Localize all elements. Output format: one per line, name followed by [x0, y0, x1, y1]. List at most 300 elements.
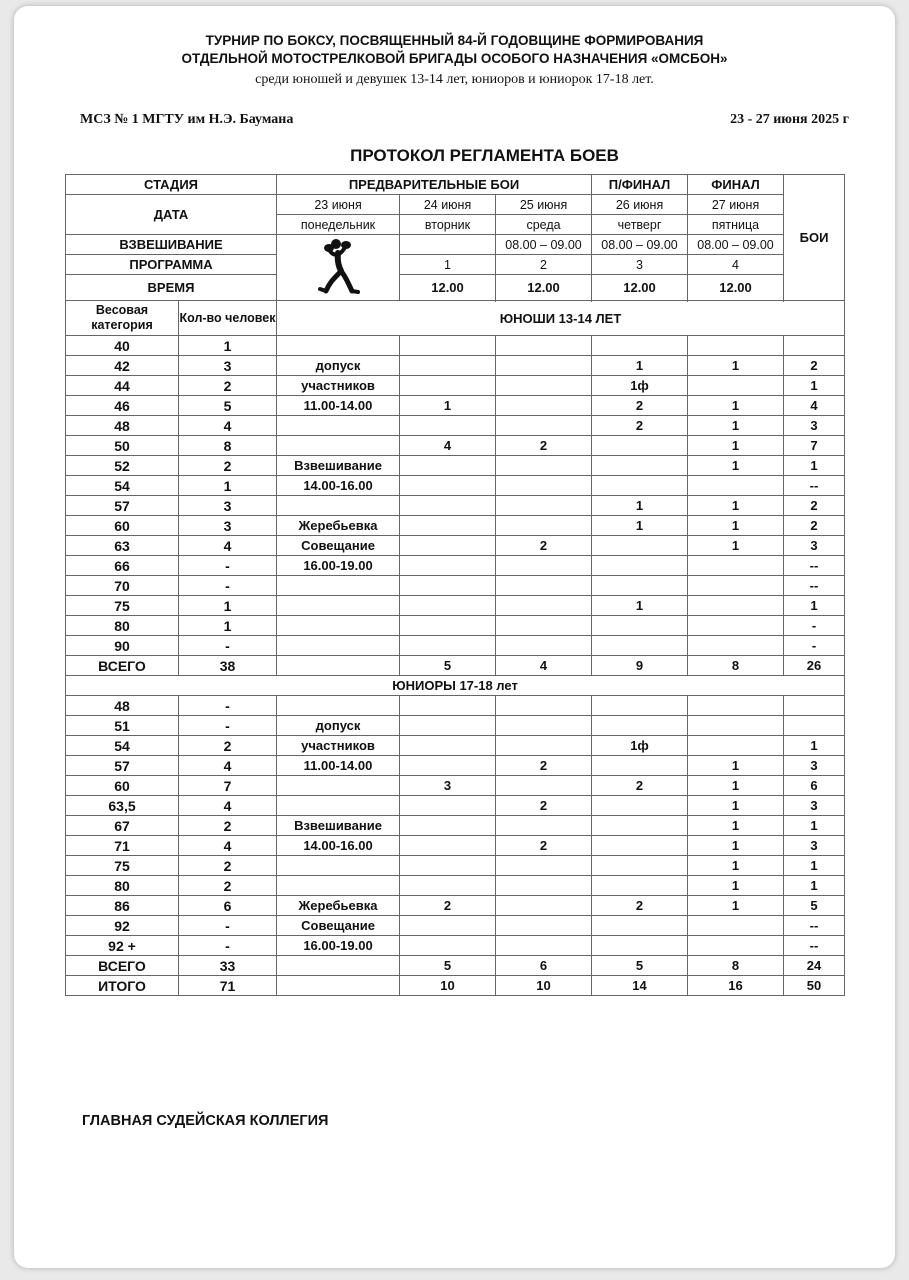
- weekday: вторник: [400, 215, 496, 235]
- notes-cell: [277, 696, 400, 716]
- participant-count: 2: [179, 816, 277, 836]
- protocol-title: ПРОТОКОЛ РЕГЛАМЕНТА БОЕВ: [350, 146, 619, 165]
- total-fights: 1: [784, 736, 845, 756]
- boxer-pictogram-icon: [308, 235, 368, 297]
- day-24-fights: [400, 796, 496, 816]
- day-25-fights: [496, 596, 592, 616]
- day-25-fights: 2: [496, 536, 592, 556]
- notes-cell: [277, 496, 400, 516]
- day-date: 26 июня: [592, 195, 688, 215]
- weight-category: 70: [66, 576, 179, 596]
- day-date: 25 июня: [496, 195, 592, 215]
- day-25-fights: 2: [496, 436, 592, 456]
- participant-count: 1: [179, 336, 277, 356]
- start-time: 12.00: [688, 275, 784, 301]
- semifinal-label: П/ФИНАЛ: [592, 175, 688, 195]
- total-fights: 24: [784, 956, 845, 976]
- day-24-fights: [400, 476, 496, 496]
- weight-category: 48: [66, 416, 179, 436]
- final-fights: [688, 696, 784, 716]
- final-fights: [688, 616, 784, 636]
- day-25-fights: [496, 616, 592, 636]
- weight-category: 67: [66, 816, 179, 836]
- participant-count: 4: [179, 536, 277, 556]
- final-fights: [688, 336, 784, 356]
- weight-category: 66: [66, 556, 179, 576]
- final-fights: [688, 936, 784, 956]
- participant-count: -: [179, 556, 277, 576]
- day-25-fights: [496, 916, 592, 936]
- juniors-section-title: ЮНОШИ 13-14 ЛЕТ: [277, 301, 845, 336]
- day-24-fights: 4: [400, 436, 496, 456]
- notes-cell: участников: [277, 376, 400, 396]
- day-25-fights: [496, 936, 592, 956]
- participant-count: 5: [179, 396, 277, 416]
- final-fights: [688, 596, 784, 616]
- notes-cell: 11.00-14.00: [277, 756, 400, 776]
- notes-cell: [277, 636, 400, 656]
- table-row: [66, 376, 845, 396]
- day-25-fights: [496, 636, 592, 656]
- stage-row: [66, 175, 845, 195]
- semifinal-fights: [592, 436, 688, 456]
- participant-count: -: [179, 716, 277, 736]
- day-25-fights: [496, 776, 592, 796]
- day-24-fights: 3: [400, 776, 496, 796]
- semifinal-fights: 14: [592, 976, 688, 996]
- semifinal-fights: 2: [592, 896, 688, 916]
- start-time: 12.00: [592, 275, 688, 301]
- semifinal-fights: 2: [592, 416, 688, 436]
- weight-category-header: Весовая категория: [66, 301, 179, 336]
- day-date: 23 июня: [277, 195, 400, 215]
- table-row: [66, 916, 845, 936]
- notes-cell: Совещание: [277, 536, 400, 556]
- day-24-fights: 10: [400, 976, 496, 996]
- total-fights: 3: [784, 536, 845, 556]
- table-row: [66, 416, 845, 436]
- semifinal-fights: [592, 876, 688, 896]
- total-fights: 1: [784, 856, 845, 876]
- notes-cell: [277, 336, 400, 356]
- semifinal-fights: 2: [592, 396, 688, 416]
- notes-cell: 16.00-19.00: [277, 556, 400, 576]
- semifinal-fights: [592, 456, 688, 476]
- semifinal-fights: [592, 576, 688, 596]
- weekday: среда: [496, 215, 592, 235]
- notes-cell: [277, 436, 400, 456]
- date-row: [66, 195, 845, 215]
- semifinal-fights: [592, 536, 688, 556]
- count-header: Кол-во человек: [179, 301, 277, 336]
- table-row: [66, 736, 845, 756]
- participant-count: -: [179, 696, 277, 716]
- final-fights: 1: [688, 816, 784, 836]
- participant-count: 2: [179, 856, 277, 876]
- total-fights: 3: [784, 796, 845, 816]
- weight-category: 54: [66, 736, 179, 756]
- weight-category: 92: [66, 916, 179, 936]
- day-24-fights: [400, 596, 496, 616]
- day-date: 24 июня: [400, 195, 496, 215]
- day-24-fights: [400, 716, 496, 736]
- semifinal-fights: [592, 936, 688, 956]
- semifinal-fights: [592, 836, 688, 856]
- program-label: ПРОГРАММА: [66, 255, 277, 275]
- participant-count: 3: [179, 516, 277, 536]
- participant-count: 6: [179, 896, 277, 916]
- participant-count: -: [179, 636, 277, 656]
- prelim-label: ПРЕДВАРИТЕЛЬНЫЕ БОИ: [277, 175, 592, 195]
- notes-cell: 16.00-19.00: [277, 936, 400, 956]
- table-row: [66, 496, 845, 516]
- semifinal-fights: 2: [592, 776, 688, 796]
- day-24-fights: [400, 356, 496, 376]
- total-fights: [784, 696, 845, 716]
- total-fights: 6: [784, 776, 845, 796]
- day-25-fights: [496, 476, 592, 496]
- final-fights: [688, 716, 784, 736]
- table-row: [66, 576, 845, 596]
- day-25-fights: [496, 376, 592, 396]
- tournament-title-line1: ТУРНИР ПО БОКСУ, ПОСВЯЩЕННЫЙ 84-Й ГОДОВЩИНЕ ФОРМИРОВАНИЯ: [205, 33, 704, 48]
- participant-count: 33: [179, 956, 277, 976]
- notes-cell: [277, 576, 400, 596]
- notes-cell: [277, 416, 400, 436]
- final-fights: 1: [688, 356, 784, 376]
- table-row: [66, 776, 845, 796]
- notes-cell: [277, 596, 400, 616]
- day-24-fights: 1: [400, 396, 496, 416]
- participant-count: 4: [179, 756, 277, 776]
- total-fights: 1: [784, 376, 845, 396]
- table-row: [66, 836, 845, 856]
- participant-count: 4: [179, 836, 277, 856]
- day-25-fights: [496, 876, 592, 896]
- final-fights: [688, 736, 784, 756]
- weight-category: 80: [66, 616, 179, 636]
- weighin-time: 08.00 – 09.00: [688, 235, 784, 255]
- final-fights: [688, 476, 784, 496]
- final-fights: 1: [688, 416, 784, 436]
- time-row: [66, 275, 845, 301]
- day-25-fights: 2: [496, 756, 592, 776]
- day-24-fights: [400, 536, 496, 556]
- table-row: [66, 876, 845, 896]
- participant-count: 4: [179, 796, 277, 816]
- day-25-fights: 10: [496, 976, 592, 996]
- table-row: [66, 636, 845, 656]
- schedule-table: [65, 174, 845, 996]
- total-fights: 1: [784, 596, 845, 616]
- day-24-fights: [400, 836, 496, 856]
- tournament-dates: 23 - 27 июня 2025 г: [730, 112, 849, 127]
- weighin-label: ВЗВЕШИВАНИЕ: [66, 235, 277, 255]
- notes-cell: участников: [277, 736, 400, 756]
- day-24-fights: [400, 756, 496, 776]
- day-24-fights: [400, 556, 496, 576]
- venue: МСЗ № 1 МГТУ им Н.Э. Баумана: [80, 112, 294, 127]
- weight-category: ВСЕГО: [66, 656, 179, 676]
- program-row: [66, 255, 845, 275]
- day-24-fights: 5: [400, 656, 496, 676]
- final-fights: [688, 376, 784, 396]
- final-fights: 8: [688, 656, 784, 676]
- semifinal-fights: [592, 856, 688, 876]
- semifinal-fights: [592, 716, 688, 736]
- stage-label: СТАДИЯ: [66, 175, 277, 195]
- semifinal-fights: 1ф: [592, 376, 688, 396]
- semifinal-fights: 1: [592, 496, 688, 516]
- day-24-fights: [400, 856, 496, 876]
- start-time: 12.00: [496, 275, 592, 301]
- participant-count: 2: [179, 376, 277, 396]
- weekday: пятница: [688, 215, 784, 235]
- semifinal-fights: [592, 696, 688, 716]
- final-fights: 1: [688, 896, 784, 916]
- weight-category: 52: [66, 456, 179, 476]
- day-24-fights: [400, 616, 496, 636]
- participant-count: 1: [179, 616, 277, 636]
- notes-cell: [277, 856, 400, 876]
- total-fights: 2: [784, 496, 845, 516]
- semifinal-fights: [592, 756, 688, 776]
- weight-category: 63,5: [66, 796, 179, 816]
- weight-category: 46: [66, 396, 179, 416]
- seniors-total-row: [66, 956, 845, 976]
- table-row: [66, 796, 845, 816]
- day-25-fights: [496, 576, 592, 596]
- total-fights: 3: [784, 836, 845, 856]
- final-fights: [688, 636, 784, 656]
- table-row: [66, 436, 845, 456]
- day-24-fights: [400, 456, 496, 476]
- weight-category: 42: [66, 356, 179, 376]
- weight-category: 90: [66, 636, 179, 656]
- notes-cell: [277, 796, 400, 816]
- semifinal-fights: 5: [592, 956, 688, 976]
- day-24-fights: 2: [400, 896, 496, 916]
- total-fights: --: [784, 916, 845, 936]
- table-row: [66, 616, 845, 636]
- total-fights: [784, 716, 845, 736]
- participant-count: 2: [179, 736, 277, 756]
- notes-cell: Жеребьевка: [277, 896, 400, 916]
- notes-cell: [277, 956, 400, 976]
- final-fights: 1: [688, 436, 784, 456]
- final-fights: 1: [688, 456, 784, 476]
- table-row: [66, 816, 845, 836]
- weight-category: 63: [66, 536, 179, 556]
- semifinal-fights: 1: [592, 356, 688, 376]
- day-24-fights: [400, 416, 496, 436]
- date-label: ДАТА: [66, 195, 277, 235]
- table-row: [66, 936, 845, 956]
- total-fights: 4: [784, 396, 845, 416]
- tournament-title-line2: ОТДЕЛЬНОЙ МОТОСТРЕЛКОВОЙ БРИГАДЫ ОСОБОГО НАЗНАЧЕНИЯ «ОМСБОН»: [181, 51, 728, 66]
- weight-category: 80: [66, 876, 179, 896]
- weight-category: 40: [66, 336, 179, 356]
- total-fights: 1: [784, 456, 845, 476]
- table-row: [66, 856, 845, 876]
- day-24-fights: [400, 516, 496, 536]
- semifinal-fights: [592, 816, 688, 836]
- weight-category: 92 +: [66, 936, 179, 956]
- total-fights: 1: [784, 816, 845, 836]
- table-row: [66, 396, 845, 416]
- time-label: ВРЕМЯ: [66, 275, 277, 301]
- table-row: [66, 536, 845, 556]
- notes-cell: [277, 976, 400, 996]
- total-fights: 26: [784, 656, 845, 676]
- weight-category: 71: [66, 836, 179, 856]
- participant-count: -: [179, 936, 277, 956]
- day-25-fights: [496, 396, 592, 416]
- semifinal-fights: 1: [592, 596, 688, 616]
- weight-category: 60: [66, 516, 179, 536]
- grand-total-row: [66, 976, 845, 996]
- day-24-fights: [400, 736, 496, 756]
- table-row: [66, 336, 845, 356]
- day-25-fights: [496, 516, 592, 536]
- final-fights: 1: [688, 496, 784, 516]
- final-fights: [688, 556, 784, 576]
- seniors-section-title: ЮНИОРЫ 17-18 лет: [66, 676, 845, 696]
- final-label: ФИНАЛ: [688, 175, 784, 195]
- semifinal-fights: [592, 556, 688, 576]
- weight-category: ВСЕГО: [66, 956, 179, 976]
- notes-cell: допуск: [277, 716, 400, 736]
- table-row: [66, 596, 845, 616]
- participant-count: 1: [179, 596, 277, 616]
- participant-count: 4: [179, 416, 277, 436]
- weight-category: 44: [66, 376, 179, 396]
- weight-category: 50: [66, 436, 179, 456]
- weight-category: 75: [66, 856, 179, 876]
- day-25-fights: [496, 736, 592, 756]
- weight-category: 57: [66, 756, 179, 776]
- day-25-fights: [496, 696, 592, 716]
- day-25-fights: [496, 716, 592, 736]
- weight-category: 57: [66, 496, 179, 516]
- day-25-fights: [496, 816, 592, 836]
- notes-cell: [277, 776, 400, 796]
- weight-category: 86: [66, 896, 179, 916]
- program-number: 2: [496, 255, 592, 275]
- final-fights: [688, 916, 784, 936]
- final-fights: 1: [688, 856, 784, 876]
- day-25-fights: [496, 496, 592, 516]
- notes-cell: Жеребьевка: [277, 516, 400, 536]
- program-number: 4: [688, 255, 784, 275]
- day-24-fights: [400, 376, 496, 396]
- day-24-fights: [400, 696, 496, 716]
- final-fights: 1: [688, 396, 784, 416]
- notes-cell: Совещание: [277, 916, 400, 936]
- participant-count: 2: [179, 876, 277, 896]
- final-fights: 1: [688, 516, 784, 536]
- table-row: [66, 896, 845, 916]
- weight-category: 54: [66, 476, 179, 496]
- table-row: [66, 756, 845, 776]
- semifinal-fights: 1: [592, 516, 688, 536]
- weight-category: 48: [66, 696, 179, 716]
- day-25-fights: [496, 356, 592, 376]
- final-fights: 1: [688, 796, 784, 816]
- total-fights: 5: [784, 896, 845, 916]
- day-24-fights: [400, 576, 496, 596]
- seniors-section-row: [66, 676, 845, 696]
- weighin-row: [66, 235, 845, 255]
- logo-cell: [277, 235, 400, 301]
- total-fights: 50: [784, 976, 845, 996]
- notes-cell: 14.00-16.00: [277, 836, 400, 856]
- participant-count: 38: [179, 656, 277, 676]
- final-fights: 1: [688, 876, 784, 896]
- weighin-time: [400, 235, 496, 255]
- weight-category: ИТОГО: [66, 976, 179, 996]
- day-24-fights: [400, 336, 496, 356]
- weight-category: 60: [66, 776, 179, 796]
- participant-count: 2: [179, 456, 277, 476]
- day-25-fights: 4: [496, 656, 592, 676]
- participant-count: 8: [179, 436, 277, 456]
- weighin-time: 08.00 – 09.00: [496, 235, 592, 255]
- table-row: [66, 356, 845, 376]
- semifinal-fights: 9: [592, 656, 688, 676]
- final-fights: 1: [688, 776, 784, 796]
- notes-cell: Взвешивание: [277, 456, 400, 476]
- program-number: 1: [400, 255, 496, 275]
- semifinal-fights: [592, 916, 688, 936]
- final-fights: 1: [688, 756, 784, 776]
- day-25-fights: 6: [496, 956, 592, 976]
- semifinal-fights: 1ф: [592, 736, 688, 756]
- start-time: 12.00: [400, 275, 496, 301]
- day-25-fights: [496, 556, 592, 576]
- day-25-fights: 2: [496, 796, 592, 816]
- total-fights: 7: [784, 436, 845, 456]
- program-number: 3: [592, 255, 688, 275]
- total-fights: 3: [784, 416, 845, 436]
- semifinal-fights: [592, 476, 688, 496]
- total-fights: 1: [784, 876, 845, 896]
- final-fights: 8: [688, 956, 784, 976]
- day-24-fights: [400, 816, 496, 836]
- day-24-fights: [400, 636, 496, 656]
- total-fights: 2: [784, 356, 845, 376]
- weight-category: 51: [66, 716, 179, 736]
- day-25-fights: 2: [496, 836, 592, 856]
- total-fights: 2: [784, 516, 845, 536]
- table-row: [66, 516, 845, 536]
- day-25-fights: [496, 336, 592, 356]
- day-date: 27 июня: [688, 195, 784, 215]
- participant-count: 7: [179, 776, 277, 796]
- participant-count: -: [179, 576, 277, 596]
- chief-judges-panel: ГЛАВНАЯ СУДЕЙСКАЯ КОЛЛЕГИЯ: [82, 1113, 329, 1129]
- table-row: [66, 696, 845, 716]
- total-fights: -: [784, 636, 845, 656]
- total-fights: -: [784, 616, 845, 636]
- semifinal-fights: [592, 336, 688, 356]
- total-fights: --: [784, 576, 845, 596]
- final-fights: 1: [688, 536, 784, 556]
- participant-count: 3: [179, 356, 277, 376]
- semifinal-fights: [592, 796, 688, 816]
- weight-category: 75: [66, 596, 179, 616]
- total-fights: --: [784, 936, 845, 956]
